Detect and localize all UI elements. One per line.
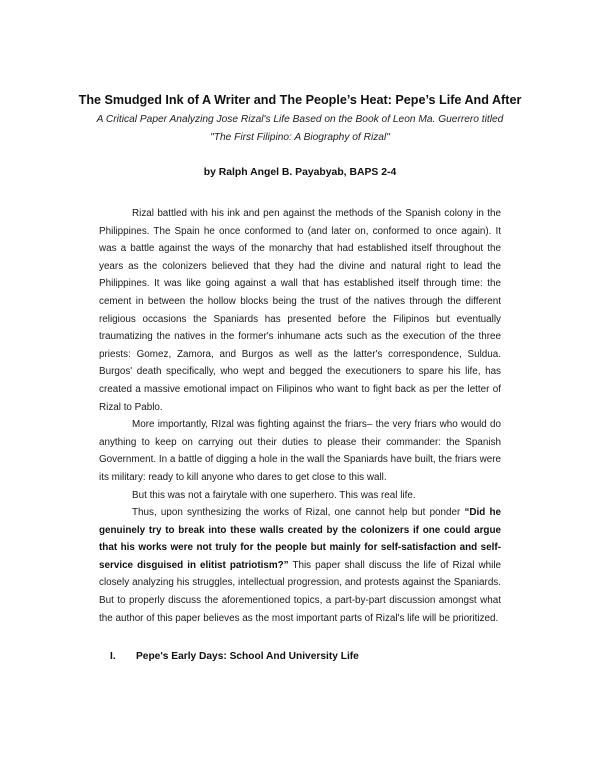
paragraph-4-intro: Thus, upon synthesizing the works of Rizal, one cannot help but ponder: [132, 507, 465, 519]
section-heading: [110, 651, 359, 662]
body-text: [99, 205, 501, 627]
paragraph-1: Rizal battled with his ink and pen against the methods of the Spanish colony in the Philippines. The Spain he once conformed to (and later on, conformed to once again). It was a battle against the ways of the monarchy that had established itself throughout the years as the colonizers believed that they had the divine and natural right to lead the Philippines. It was like going against a wall that has established itself through time: the cement in between the hollow blocks being the trust of the natives through the different religious occasions the Spaniards has presented before the Filipinos but eventually traumatizing the natives in the former's inhumane acts such as the execution of the three priests: Gomez, Zamora, and Burgos as well as the latter's correspondence, Suldua. Burgos' death specifically, who wept and begged the executioners to spare his life, has created a massive emotional impact on Filipinos who want to fight back as per the letter of Rizal to Pablo.: [99, 208, 501, 413]
paper-title: The Smudged Ink of A Writer and The People’s Heat: Pepe’s Life And After: [78, 93, 522, 107]
paragraph-4: [99, 504, 501, 627]
paragraph-2: More importantly, RIzal was fighting against the friars– the very friars who would do anything to keep on carrying out their duties to please their commander: the Spanish Government. In a battle of digging a hole in the wall the Spaniards have built, the friars were its military: ready to kill anyone who dares to get close to this wall.: [99, 419, 501, 483]
section-number: I.: [110, 651, 116, 662]
research-question: “Did he genuinely try to break into these walls created by the colonizers if one could argue that his works were not truly for the people but mainly for self-satisfaction and self-service disguised in elitist patriotism?”: [99, 507, 501, 571]
paragraph-4-rest: This paper shall discuss the life of Rizal while closely analyzing his struggles, intellectual progression, and protests against the Spaniards. But to properly discuss the aforementioned topics, a part-by-part discussion amongst what the author of this paper believes as the most important parts of Rizal's life will be prioritized.: [99, 559, 501, 624]
author-byline: by Ralph Angel B. Payabyab, BAPS 2-4: [203, 167, 397, 178]
paragraph-3: But this was not a fairytale with one superhero. This was real life.: [132, 489, 416, 501]
section-title: Pepe's Early Days: School And University Life: [136, 651, 359, 662]
paper-subtitle: A Critical Paper Analyzing Jose Rizal's Life Based on the Book of Leon Ma. Guerrero titled "The First Filipino: A Biography of Rizal": [96, 114, 504, 143]
